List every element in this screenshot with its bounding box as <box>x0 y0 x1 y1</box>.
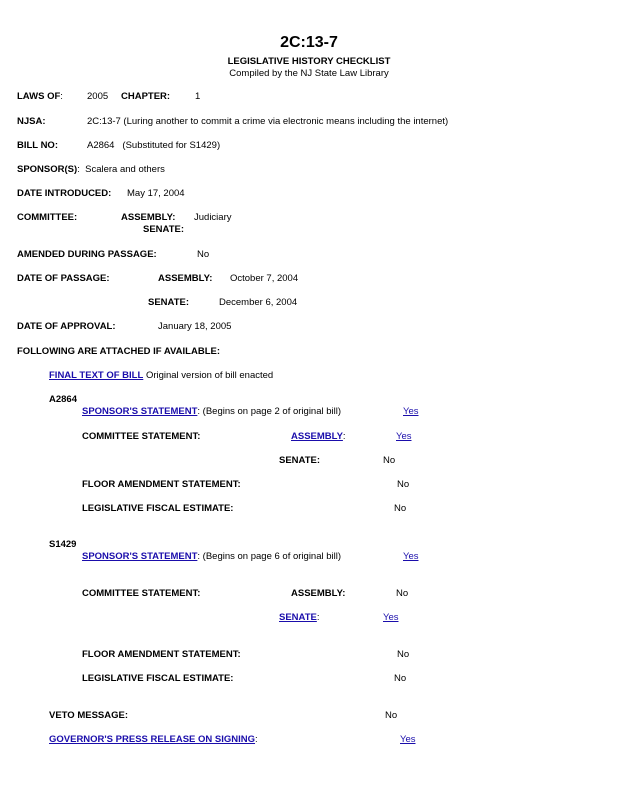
s1429-fiscal-label: LEGISLATIVE FISCAL ESTIMATE: <box>82 673 234 684</box>
passage-assembly-label: ASSEMBLY: <box>158 273 213 284</box>
bill-no-label: BILL NO: <box>17 140 58 151</box>
s1429-assembly-label: ASSEMBLY: <box>291 588 346 599</box>
a2864-assembly-yes-link[interactable]: Yes <box>396 431 412 442</box>
a2864-sponsor-yes-link[interactable]: Yes <box>403 406 419 417</box>
compiled-by: Compiled by the NJ State Law Library <box>229 68 389 79</box>
s1429-fiscal-value: No <box>394 673 407 684</box>
a2864-fiscal-value: No <box>394 503 407 514</box>
njsa-value: 2C:13-7 (Luring another to commit a crime via electronic means including the internet) <box>87 116 449 127</box>
laws-of-year: 2005 <box>87 91 109 102</box>
committee-assembly-value: Judiciary <box>194 212 232 223</box>
date-of-approval-label: DATE OF APPROVAL: <box>17 321 116 332</box>
governor-row: GOVERNOR'S PRESS RELEASE ON SIGNING: <box>49 734 258 745</box>
veto-value: No <box>385 710 398 721</box>
s1429-sponsor-yes-link[interactable]: Yes <box>403 551 419 562</box>
passage-assembly-value: October 7, 2004 <box>230 273 299 284</box>
a2864-senate-label: SENATE: <box>279 455 320 466</box>
chapter-label: CHAPTER: <box>121 91 171 102</box>
s1429-sponsor-row: SPONSOR'S STATEMENT: (Begins on page 6 of original bill) <box>82 551 342 562</box>
s1429-floor-value: No <box>397 649 410 660</box>
a2864-assembly-link[interactable]: ASSEMBLY <box>291 431 343 442</box>
passage-senate-value: December 6, 2004 <box>219 297 298 308</box>
committee-label: COMMITTEE: <box>17 212 78 223</box>
page-subtitle: LEGISLATIVE HISTORY CHECKLIST <box>227 56 391 67</box>
passage-senate-label: SENATE: <box>148 297 189 308</box>
s1429-assembly-value: No <box>396 588 409 599</box>
page-title: 2C:13-7 <box>280 34 338 51</box>
date-of-passage-label: DATE OF PASSAGE: <box>17 273 110 284</box>
laws-of-label: LAWS OF: <box>17 91 63 102</box>
s1429-heading: S1429 <box>49 539 77 550</box>
amended-value: No <box>197 249 210 260</box>
a2864-floor-value: No <box>397 479 410 490</box>
s1429-senate-row: SENATE: <box>279 612 320 623</box>
attached-heading: FOLLOWING ARE ATTACHED IF AVAILABLE: <box>17 346 220 357</box>
a2864-sponsor-statement-link[interactable]: SPONSOR'S STATEMENT <box>82 406 198 417</box>
final-text-row: FINAL TEXT OF BILL Original version of bill enacted <box>49 370 274 381</box>
njsa-label: NJSA: <box>17 116 46 127</box>
s1429-senate-link[interactable]: SENATE <box>279 612 317 623</box>
s1429-sponsor-statement-link[interactable]: SPONSOR'S STATEMENT <box>82 551 198 562</box>
a2864-floor-label: FLOOR AMENDMENT STATEMENT: <box>82 479 241 490</box>
date-of-approval-value: January 18, 2005 <box>158 321 232 332</box>
date-introduced-value: May 17, 2004 <box>127 188 185 199</box>
s1429-committee-label: COMMITTEE STATEMENT: <box>82 588 201 599</box>
veto-label: VETO MESSAGE: <box>49 710 129 721</box>
a2864-heading: A2864 <box>49 394 77 405</box>
a2864-sponsor-row: SPONSOR'S STATEMENT: (Begins on page 2 of original bill) <box>82 406 342 417</box>
a2864-fiscal-label: LEGISLATIVE FISCAL ESTIMATE: <box>82 503 234 514</box>
committee-assembly-label: ASSEMBLY: <box>121 212 176 223</box>
final-text-link[interactable]: FINAL TEXT OF BILL <box>49 370 144 381</box>
governor-yes-link[interactable]: Yes <box>400 734 416 745</box>
governor-press-release-link[interactable]: GOVERNOR'S PRESS RELEASE ON SIGNING <box>49 734 256 745</box>
s1429-senate-yes-link[interactable]: Yes <box>383 612 399 623</box>
a2864-assembly-row: ASSEMBLY: <box>291 431 346 442</box>
a2864-senate-value: No <box>383 455 396 466</box>
a2864-committee-label: COMMITTEE STATEMENT: <box>82 431 201 442</box>
sponsors-row: SPONSOR(S): Scalera and others <box>17 164 165 175</box>
amended-label: AMENDED DURING PASSAGE: <box>17 249 157 260</box>
bill-no-value: A2864 (Substituted for S1429) <box>87 140 221 151</box>
chapter-value: 1 <box>195 91 201 102</box>
s1429-floor-label: FLOOR AMENDMENT STATEMENT: <box>82 649 241 660</box>
committee-senate-label: SENATE: <box>143 224 184 235</box>
date-introduced-label: DATE INTRODUCED: <box>17 188 112 199</box>
